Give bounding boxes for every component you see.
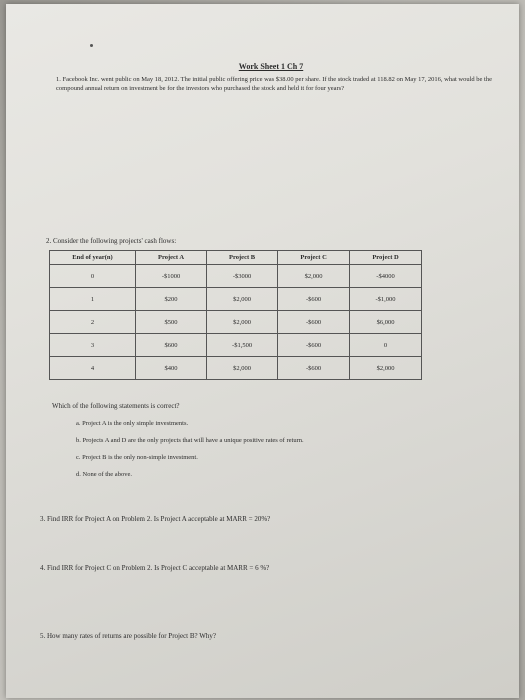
- table-cell: $500: [136, 311, 207, 334]
- worksheet-page: [6, 4, 519, 698]
- hole-punch-mark: [90, 44, 93, 47]
- table-cell: $2,000: [350, 357, 422, 380]
- table-cell: 2: [50, 311, 136, 334]
- table-header-row: [50, 251, 422, 265]
- cash-flow-table: [49, 250, 422, 380]
- option-b: b. Projects A and D are the only projects that will have a unique positive rates of return.: [76, 437, 304, 444]
- option-c: c. Project B is the only non-simple investment.: [76, 454, 198, 461]
- table-row: [50, 357, 422, 380]
- table-cell: $400: [136, 357, 207, 380]
- table-cell: $6,000: [350, 311, 422, 334]
- table-cell: $2,000: [207, 357, 278, 380]
- table-cell: $2,000: [207, 288, 278, 311]
- table-cell: 0: [50, 265, 136, 288]
- table-cell: -$1000: [136, 265, 207, 288]
- worksheet-title: Work Sheet 1 Ch 7: [238, 62, 304, 71]
- header-project-d: Project D: [350, 251, 422, 265]
- table-cell: 1: [50, 288, 136, 311]
- table-cell: -$600: [278, 334, 350, 357]
- table-cell: $2,000: [207, 311, 278, 334]
- option-d: d. None of the above.: [76, 471, 132, 478]
- table-cell: 4: [50, 357, 136, 380]
- question-2-intro: 2. Consider the following projects' cash flows:: [46, 237, 177, 245]
- table-cell: -$600: [278, 357, 350, 380]
- table-cell: $2,000: [278, 265, 350, 288]
- table-row: [50, 265, 422, 288]
- table-row: [50, 311, 422, 334]
- question-1: 1. Facebook Inc. went public on May 18, 2012. The initial public offering price was $38.00 per share. If the stock traded at 118.82 on May 17, 2016, what would be the compound annual return on investment be for the investors who purchased the stock and held it for four years?: [56, 76, 493, 92]
- table-cell: $200: [136, 288, 207, 311]
- header-project-c: Project C: [278, 251, 350, 265]
- question-3: 3. Find IRR for Project A on Problem 2. Is Project A acceptable at MARR = 20%?: [40, 515, 271, 523]
- table-cell: -$4000: [350, 265, 422, 288]
- table-row: [50, 288, 422, 311]
- table-cell: -$1,500: [207, 334, 278, 357]
- header-project-b: Project B: [207, 251, 278, 265]
- table-cell: $600: [136, 334, 207, 357]
- header-year: End of year(n): [50, 251, 136, 265]
- question-4: 4. Find IRR for Project C on Problem 2. Is Project C acceptable at MARR = 6 %?: [40, 564, 270, 572]
- which-question: Which of the following statements is correct?: [52, 402, 180, 410]
- table-cell: -$3000: [207, 265, 278, 288]
- table-cell: -$600: [278, 311, 350, 334]
- header-project-a: Project A: [136, 251, 207, 265]
- table-cell: 0: [350, 334, 422, 357]
- table-cell: -$600: [278, 288, 350, 311]
- question-5: 5. How many rates of returns are possible for Project B? Why?: [40, 632, 216, 640]
- table-row: [50, 334, 422, 357]
- table-cell: -$1,000: [350, 288, 422, 311]
- table-cell: 3: [50, 334, 136, 357]
- option-a: a. Project A is the only simple investments.: [76, 420, 189, 427]
